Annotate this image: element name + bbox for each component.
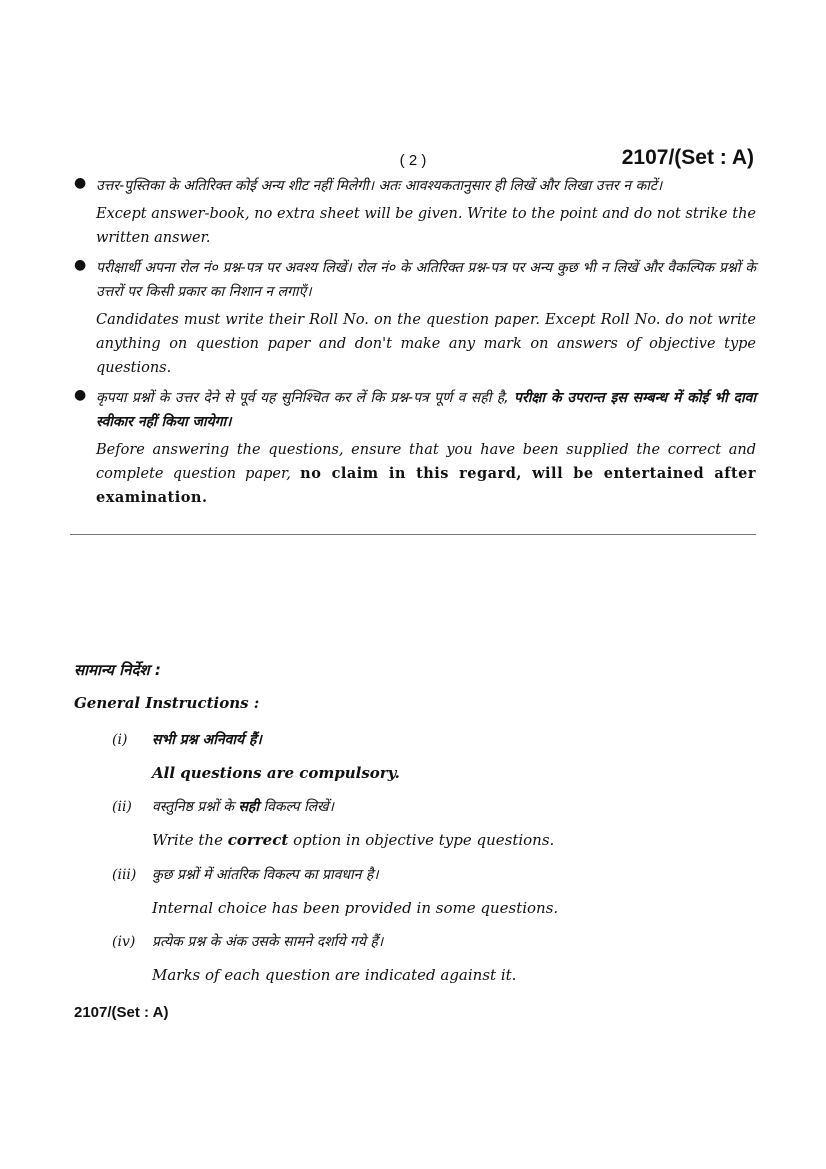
note-english: Except answer-book, no extra sheet will be given. Write to the point and do not strike the written answer.	[96, 206, 756, 246]
instruction-hindi: कुछ प्रश्नों में आंतरिक विकल्प का प्रावधान है।	[152, 867, 379, 883]
instruction-hindi-post: विकल्प लिखें।	[263, 799, 334, 815]
instruction-english	[152, 831, 554, 849]
note-hindi: उत्तर-पुस्तिका के अतिरिक्त कोई अन्य शीट नहीं मिलेगी। अतः आवश्यकतानुसार ही लिखें और लिखा उत्तर न काटें।	[96, 178, 663, 194]
paper-code-header: 2107/(Set : A)	[621, 146, 754, 169]
note-hindi-bold: परीक्षा के उपरान्त इस सम्बन्ध में कोई भी दावा स्वीकार नहीं किया जायेगा।	[96, 390, 756, 430]
note-english	[96, 438, 756, 510]
instruction-english-pre: Write the	[152, 831, 223, 849]
note-english: Candidates must write their Roll No. on the question paper. Except Roll No. do not write anything on question paper and don't make any mark on answers of objective type questions.	[96, 312, 756, 376]
instruction-hindi-pre: वस्तुनिष्ठ प्रश्नों के	[152, 799, 234, 815]
page-number: ( 2 )	[399, 152, 427, 169]
instruction-numeral: (i)	[112, 732, 128, 748]
instruction-hindi: प्रत्येक प्रश्न के अंक उसके सामने दर्शाये गये हैं।	[152, 934, 384, 950]
instruction-numeral: (iv)	[112, 934, 136, 950]
note-item	[72, 256, 756, 380]
bullet-icon: ●	[74, 387, 87, 403]
section-divider	[70, 534, 756, 535]
bullet-icon: ●	[74, 175, 87, 191]
instruction-english: Internal choice has been provided in some questions.	[152, 899, 559, 917]
instruction-english: Marks of each question are indicated against it.	[152, 966, 517, 984]
general-instructions-title-hindi: सामान्य निर्देश :	[74, 661, 161, 679]
preliminary-notes	[72, 174, 756, 516]
instruction-numeral: (iii)	[112, 867, 137, 883]
note-item	[72, 386, 756, 510]
instruction-english-post: option in objective type questions.	[293, 831, 555, 849]
bullet-icon: ●	[74, 257, 87, 273]
note-english-text: Before answering the questions, ensure that you have been supplied the correct and complete question paper,	[96, 442, 756, 482]
instruction-hindi-bold: सही	[238, 799, 259, 815]
instruction-english-bold: correct	[227, 831, 289, 849]
instruction-hindi	[152, 797, 334, 816]
instruction-numeral: (ii)	[112, 799, 132, 815]
note-hindi-text: कृपया प्रश्नों के उत्तर देने से पूर्व यह सुनिश्चित कर लें कि प्रश्न-पत्र पूर्ण व सही है,	[96, 390, 509, 406]
general-instructions-title: General Instructions :	[74, 694, 260, 712]
note-english-bold: no claim in this regard, will be entertained after examination.	[96, 465, 757, 506]
instruction-english: All questions are compulsory.	[152, 764, 400, 782]
note-hindi	[96, 386, 756, 434]
note-hindi: परीक्षार्थी अपना रोल नं० प्रश्न-पत्र पर अवश्य लिखें। रोल नं० के अतिरिक्त प्रश्न-पत्र पर अन्य कुछ भी न लिखें और वैकल्पिक प्रश्नों के उत्तरों पर किसी प्रकार का निशान न लगाएँ।	[96, 260, 756, 300]
note-item	[72, 174, 756, 250]
instruction-hindi: सभी प्रश्न अनिवार्य हैं।	[152, 732, 262, 748]
paper-code-footer: 2107/(Set : A)	[74, 1004, 169, 1021]
